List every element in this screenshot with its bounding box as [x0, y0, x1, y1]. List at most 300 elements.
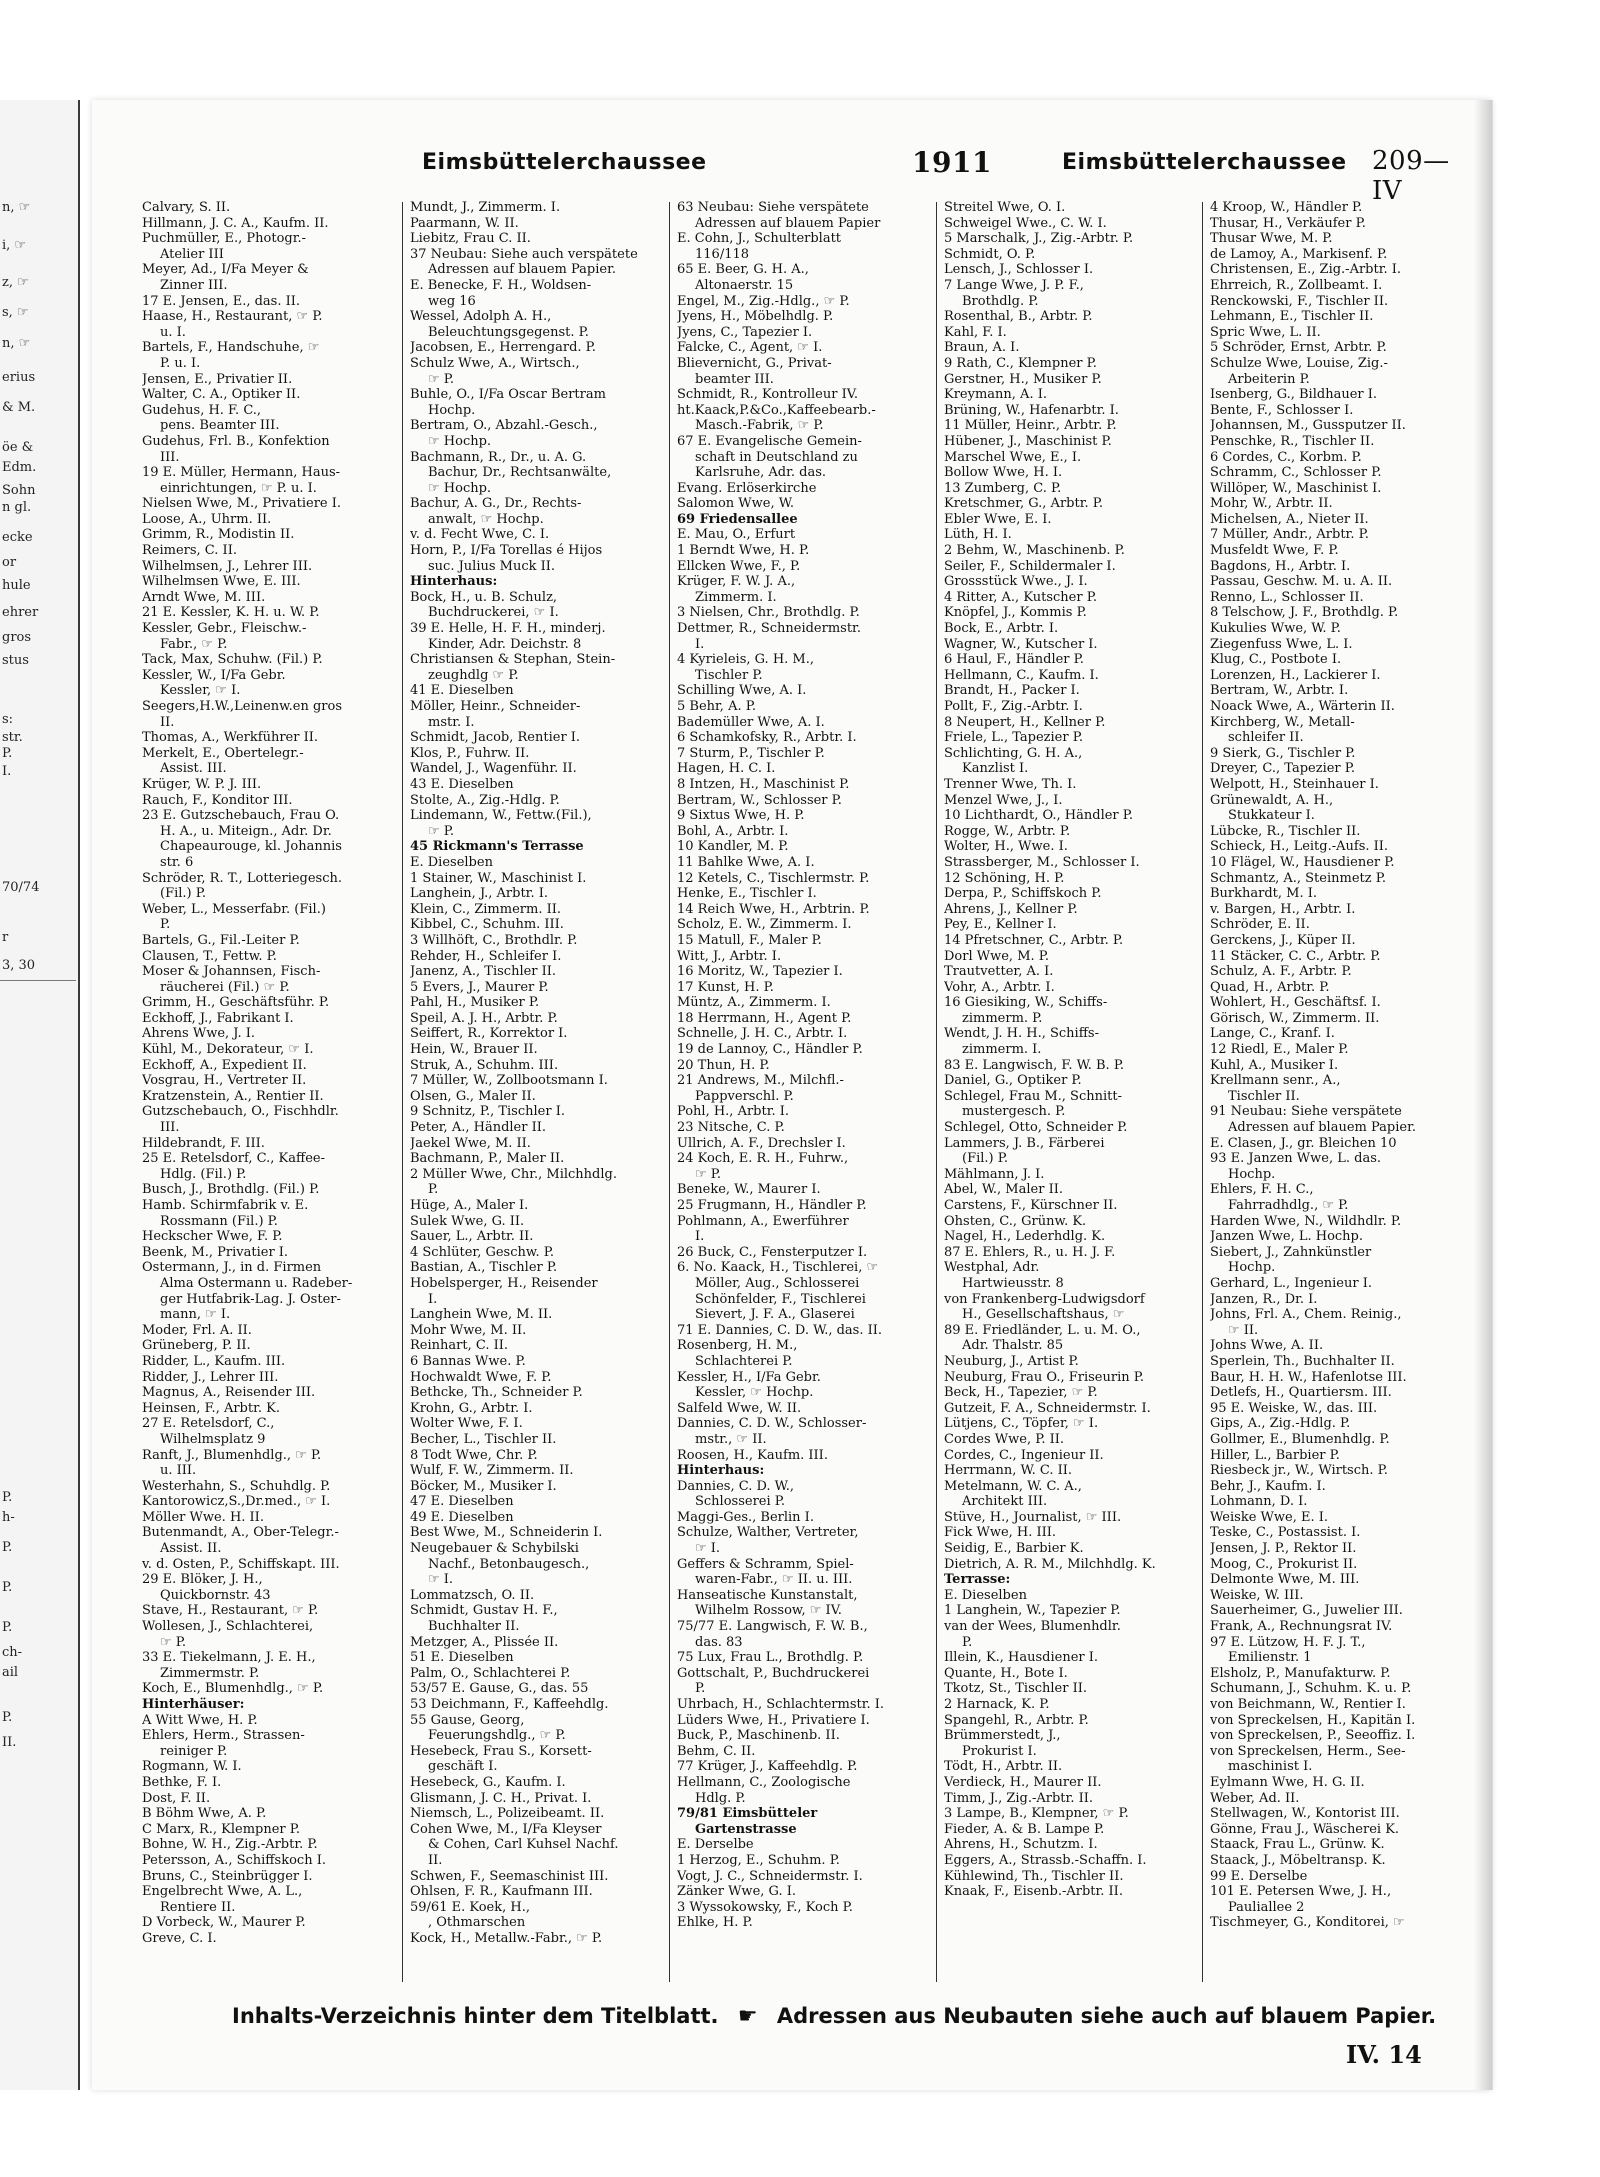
directory-entry: III.	[160, 449, 180, 465]
directory-entry: Hübener, J., Maschinist P.	[944, 433, 1112, 449]
directory-entry: Roosen, H., Kaufm. III.	[677, 1447, 828, 1463]
directory-entry: Seidig, E., Barbier K.	[944, 1541, 1084, 1557]
directory-entry: Eggers, A., Strassb.-Schaffn. I.	[944, 1852, 1147, 1868]
directory-entry: 63 Neubau: Siehe verspätete	[677, 200, 869, 215]
directory-entry: Willöper, W., Maschinist I.	[1210, 480, 1382, 496]
directory-entry: 18 Herrmann, H., Agent P.	[677, 1010, 852, 1026]
directory-entry: Niemsch, L., Polizeibeamt. II.	[410, 1806, 605, 1822]
directory-entry: geschäft I.	[428, 1759, 498, 1775]
directory-entry: 10 Flägel, W., Hausdiener P.	[1210, 854, 1395, 870]
directory-entry: Brandt, H., Packer I.	[944, 683, 1080, 699]
directory-entry: Strassberger, M., Schlosser I.	[944, 854, 1140, 870]
directory-entry: Schulze, Walther, Vertreter,	[677, 1525, 859, 1541]
directory-entry: Christensen, E., Zig.-Arbtr. I.	[1210, 262, 1402, 278]
prev-page-snippet: Sohn	[2, 483, 36, 498]
directory-entry: Walter, C. A., Optiker II.	[142, 387, 301, 403]
directory-entry: , Othmarschen	[428, 1915, 526, 1931]
directory-entry: Ebler Wwe, E. I.	[944, 511, 1052, 527]
directory-entry: Schlichting, G. H. A.,	[944, 745, 1083, 761]
directory-entry: Bachur, A. G., Dr., Rechts-	[410, 496, 582, 512]
directory-entry: Eckhoff, J., Fabrikant I.	[142, 1010, 294, 1026]
directory-entry: P. u. I.	[160, 355, 201, 371]
directory-entry: P.	[962, 1634, 973, 1650]
directory-entry: Frank, A., Rechnungsrat IV.	[1210, 1619, 1393, 1635]
directory-entry: 89 E. Friedländer, L. u. M. O.,	[944, 1322, 1141, 1338]
directory-entry: Staack, J., Möbeltransp. K.	[1210, 1852, 1386, 1868]
directory-entry: 11 Müller, Heinr., Arbtr. P.	[944, 418, 1117, 434]
directory-entry: Riesbeck jr., W., Wirtsch. P.	[1210, 1463, 1388, 1479]
directory-entry: Welpott, H., Steinhauer I.	[1210, 776, 1379, 792]
directory-entry: Nielsen Wwe, M., Privatiere I.	[142, 496, 342, 512]
directory-entry: Bartels, G., Fil.-Leiter P.	[142, 932, 300, 948]
directory-entry: Janzen Wwe, L. Hochp.	[1210, 1229, 1363, 1245]
directory-entry: Klos, P., Fuhrw. II.	[410, 745, 530, 761]
directory-page	[92, 100, 1492, 2090]
directory-entry: 13 Zumberg, C. P.	[944, 480, 1062, 496]
directory-entry: ☞ P.	[428, 371, 455, 387]
directory-entry: 67 E. Evangelische Gemein-	[677, 433, 862, 449]
directory-entry: Krüger, F. W. J. A.,	[677, 574, 796, 590]
directory-entry: Kessler, ☞ I.	[160, 683, 241, 699]
directory-entry: Bock, H., u. B. Schulz,	[410, 589, 558, 605]
directory-entry: Hochwaldt Wwe, F. P.	[410, 1369, 552, 1385]
directory-entry: räucherei (Fil.) ☞ P.	[160, 979, 290, 995]
directory-entry: 23 E. Gutzschebauch, Frau O.	[142, 808, 340, 824]
directory-entry: P.	[428, 1182, 439, 1198]
directory-entry: Lehmann, E., Tischler II.	[1210, 309, 1374, 325]
directory-entry: Wollesen, J., Schlachterei,	[142, 1619, 314, 1635]
directory-entry: Ahrens, H., Schutzm. I.	[944, 1837, 1098, 1853]
directory-entry: Braun, A. I.	[944, 340, 1020, 356]
directory-entry: Lohmann, D. I.	[1210, 1494, 1308, 1510]
directory-entry: 2 Harnack, K. P.	[944, 1697, 1050, 1712]
directory-entry: Trautvetter, A. I.	[944, 964, 1054, 980]
header-page-number: 209—IV	[1372, 146, 1450, 206]
directory-entry: Hellmann, C., Kaufm. I.	[944, 667, 1099, 683]
directory-entry: Wilhelmsen Wwe, E. III.	[142, 574, 301, 590]
header-street-left: Eimsbüttelerchaussee	[422, 150, 707, 175]
directory-entry: Wulf, F. W., Zimmerm. II.	[410, 1463, 574, 1479]
directory-entry: 2 Müller Wwe, Chr., Milchhdlg.	[410, 1166, 617, 1182]
prev-page-snippet: P.	[2, 746, 13, 761]
directory-entry: 8 Intzen, H., Maschinist P.	[677, 776, 850, 792]
page-header	[262, 146, 1462, 206]
directory-entry: Hein, W., Brauer II.	[410, 1042, 538, 1058]
directory-entry: 65 E. Beer, G. H. A.,	[677, 262, 809, 278]
directory-entry: Rentiere II.	[160, 1899, 236, 1915]
directory-entry: Seiffert, R., Korrektor I.	[410, 1026, 568, 1042]
directory-entry: Rosenberg, H. M.,	[677, 1338, 798, 1354]
directory-entry: anwalt, ☞ Hochp.	[428, 511, 544, 527]
directory-entry: 3 Lampe, B., Klempner, ☞ P.	[944, 1806, 1129, 1822]
prev-page-snippet: P.	[2, 1540, 13, 1555]
directory-entry: ☞ Hochp.	[428, 480, 492, 496]
directory-entry: 5 Marschalk, J., Zig.-Arbtr. P.	[944, 231, 1134, 247]
directory-entry: 5 Evers, J., Maurer P.	[410, 979, 549, 995]
directory-entry: Westphal, Adr.	[944, 1260, 1040, 1276]
directory-entry: 19 E. Müller, Hermann, Haus-	[142, 465, 341, 481]
directory-entry: von Beichmann, W., Rentier I.	[1210, 1697, 1406, 1712]
prev-page-snippet: r	[2, 930, 9, 945]
directory-entry: zimmerm. P.	[962, 1010, 1043, 1026]
prev-page-snippet: str.	[2, 730, 23, 745]
directory-entry: Assist. III.	[160, 761, 227, 777]
directory-entry: Sauerheimer, G., Juwelier III.	[1210, 1603, 1403, 1619]
directory-entry: 10 Kandler, M. P.	[677, 839, 789, 855]
directory-entry: Kock, H., Metallw.-Fabr., ☞ P.	[410, 1930, 603, 1946]
directory-entry: E. Cohn, J., Schulterblatt	[677, 231, 842, 247]
directory-entry: Ohsten, C., Grünw. K.	[944, 1213, 1087, 1229]
prev-page-snippet: P.	[2, 1710, 13, 1725]
directory-entry: pens. Beamter III.	[160, 418, 280, 434]
directory-entry: Johns, Frl. A., Chem. Reinig.,	[1210, 1307, 1402, 1323]
directory-entry: Fieder, A. & B. Lampe P.	[944, 1821, 1105, 1837]
directory-entry: Schulz, A. F., Arbtr. P.	[1210, 964, 1352, 980]
directory-entry: Pahl, H., Musiker P.	[410, 995, 540, 1011]
directory-entry: Kinder, Adr. Deichstr. 8	[428, 636, 582, 652]
column-divider	[669, 202, 670, 1982]
directory-entry: Quante, H., Bote I.	[944, 1665, 1068, 1681]
directory-entry: Prokurist I.	[962, 1743, 1037, 1759]
directory-entry: Weber, L., Messerfabr. (Fil.)	[142, 901, 326, 917]
directory-entry: Weiske Wwe, E. I.	[1210, 1509, 1328, 1525]
directory-entry: Rosenthal, B., Arbtr. P.	[944, 309, 1093, 325]
directory-entry: Schlosserei P.	[695, 1494, 786, 1510]
directory-entry: Hesebeck, G., Kaufm. I.	[410, 1774, 566, 1790]
directory-entry: Eylmann Wwe, H. G. II.	[1210, 1774, 1365, 1790]
directory-entry: 6 Bannas Wwe. P.	[410, 1353, 526, 1369]
previous-page-edge	[0, 100, 80, 2090]
directory-entry: u. I.	[160, 324, 186, 340]
directory-entry: Kessler, ☞ Hochp.	[695, 1385, 814, 1401]
directory-entry: Hamb. Schirmfabrik v. E.	[142, 1198, 309, 1213]
directory-entry: Hagen, H. C. I.	[677, 761, 776, 777]
directory-entry: Buck, P., Maschinenb. II.	[677, 1728, 840, 1744]
directory-entry: 53 Deichmann, F., Kaffeehdlg.	[410, 1697, 609, 1712]
directory-entry: Blievernicht, G., Privat-	[677, 355, 832, 371]
directory-entry: Glismann, J. C. H., Privat. I.	[410, 1790, 592, 1806]
directory-entry: Janzen, R., Dr. I.	[1210, 1291, 1318, 1307]
directory-entry: 1 Stainer, W., Maschinist I.	[410, 870, 587, 886]
directory-entry: Westerhahn, S., Schuhdlg. P.	[142, 1478, 331, 1494]
directory-entry: Kessler, W., I/Fa Gebr.	[142, 667, 286, 683]
directory-entry: Arbeiterin P.	[1228, 371, 1310, 387]
directory-entry: Vohr, A., Arbtr. I.	[944, 979, 1055, 995]
prev-page-snippet: gros	[2, 630, 32, 645]
directory-entry: Tkotz, St., Tischler II.	[944, 1681, 1087, 1697]
directory-entry: 5 Behr, A. P.	[677, 699, 756, 714]
directory-entry: Krüger, W. P. J. III.	[142, 776, 262, 792]
directory-entry: Tischler P.	[695, 667, 763, 683]
directory-entry: 75/77 E. Langwisch, F. W. B.,	[677, 1619, 868, 1635]
directory-entry: Hildebrandt, F. III.	[142, 1135, 265, 1151]
directory-entry: Bollow Wwe, H. I.	[944, 465, 1063, 481]
directory-entry: beamter III.	[695, 371, 774, 387]
prev-page-snippet: ecke	[2, 530, 33, 545]
directory-entry: 12 Schöning, H. P.	[944, 870, 1065, 886]
prev-page-snippet: s:	[2, 712, 14, 727]
directory-entry: Kukulies Wwe, W. P.	[1210, 621, 1341, 637]
directory-entry: Ostermann, J., in d. Firmen	[142, 1260, 322, 1276]
directory-entry: Carstens, F., Kürschner II.	[944, 1198, 1118, 1213]
directory-entry: 17 Kunst, H. P.	[677, 979, 774, 995]
directory-entry: Pappverschl. P.	[695, 1088, 794, 1104]
directory-entry: ☞ II.	[1228, 1322, 1259, 1338]
directory-entry: maschinist I.	[1228, 1759, 1313, 1775]
directory-entry: Jaekel Wwe, M. II.	[410, 1135, 531, 1151]
directory-entry: Vogt, J. C., Schneidermstr. I.	[677, 1868, 863, 1884]
directory-entry: Uhrbach, H., Schlachtermstr. I.	[677, 1697, 885, 1712]
directory-entry: Kessler, Gebr., Fleischw.-	[142, 621, 307, 637]
directory-entry: Kretschmer, G., Arbtr. P.	[944, 496, 1104, 512]
directory-entry: 6. No. Kaack, H., Tischlerei, ☞	[677, 1260, 879, 1276]
directory-entry: 6 Cordes, C., Korbm. P.	[1210, 449, 1362, 465]
directory-entry: Mundt, J., Zimmerm. I.	[410, 200, 561, 215]
directory-entry: Best Wwe, M., Schneiderin I.	[410, 1525, 603, 1541]
directory-entry: Feuerungshdlg., ☞ P.	[428, 1728, 566, 1744]
directory-entry: 39 E. Helle, H. F. H., minderj.	[410, 621, 606, 637]
directory-entry: Tödt, H., Arbtr. II.	[944, 1759, 1063, 1775]
directory-entry: 33 E. Tiekelmann, J. E. H.,	[142, 1650, 316, 1666]
directory-entry: 91 Neubau: Siehe verspätete	[1210, 1104, 1402, 1120]
directory-entry: mstr., ☞ II.	[695, 1431, 767, 1447]
pointing-hand-icon: ☛	[737, 2004, 758, 2029]
directory-entry: E. Mau, O., Erfurt	[677, 527, 796, 543]
directory-entry: Lübcke, R., Tischler II.	[1210, 823, 1361, 839]
directory-entry: Johns Wwe, A. II.	[1210, 1338, 1324, 1354]
directory-entry: Lüth, H. I.	[944, 527, 1012, 543]
directory-entry: 99 E. Derselbe	[1210, 1868, 1308, 1884]
directory-entry: Ahrens Wwe, J. I.	[142, 1026, 256, 1042]
directory-entry: 21 E. Kessler, K. H. u. W. P.	[142, 605, 320, 621]
directory-entry: Beck, H., Tapezier, ☞ P.	[944, 1385, 1098, 1401]
directory-entry: D Vorbeck, W., Maurer P.	[142, 1915, 306, 1931]
directory-entry: 19 de Lannoy, C., Händler P.	[677, 1042, 863, 1058]
directory-entry: Behr, J., Kaufm. I.	[1210, 1478, 1326, 1494]
directory-entry: Meyer, Ad., I/Fa Meyer &	[142, 262, 309, 278]
directory-entry: Thomas, A., Werkführer II.	[142, 730, 318, 746]
directory-entry: 24 Koch, E. R. H., Fuhrw.,	[677, 1151, 849, 1167]
directory-entry: 15 Matull, F., Maler P.	[677, 932, 822, 948]
directory-entry: 116/118	[695, 246, 750, 262]
directory-entry: 7 Müller, W., Zollbootsmann I.	[410, 1073, 608, 1089]
directory-entry: Altonaerstr. 15	[695, 277, 794, 293]
directory-entry: Schramm, C., Schlosser P.	[1210, 465, 1382, 481]
directory-entry: Stolte, A., Zig.-Hdlg. P.	[410, 792, 560, 808]
prev-page-snippet: n, ☞	[2, 336, 31, 351]
directory-entry: van der Wees, Blumenhdlr.	[944, 1619, 1121, 1635]
directory-entry: 1 Herzog, E., Schuhm. P.	[677, 1852, 840, 1868]
directory-entry: 93 E. Janzen Wwe, L. das.	[1210, 1151, 1382, 1167]
directory-entry: 1 Berndt Wwe, H. P.	[677, 543, 810, 559]
column-divider	[936, 202, 937, 1982]
directory-entry: E. Clasen, J., gr. Bleichen 10	[1210, 1135, 1397, 1151]
section-heading: Hinterhaus:	[410, 574, 498, 590]
directory-entry: zeughdlg ☞ P.	[428, 667, 519, 683]
section-heading: Hinterhäuser:	[142, 1697, 245, 1712]
prev-page-snippet: 3, 30	[2, 958, 36, 973]
directory-entry: Gönne, Frau J., Wäscherei K.	[1210, 1821, 1400, 1837]
directory-entry: Rogmann, W. I.	[142, 1759, 242, 1775]
directory-entry: Bartels, F., Handschuhe, ☞	[142, 340, 320, 356]
directory-entry: 20 Thun, H. P.	[677, 1057, 770, 1073]
directory-entry: Quickbornstr. 43	[160, 1587, 271, 1603]
directory-entry: mann, ☞ I.	[160, 1307, 231, 1323]
directory-entry: Neugebauer & Schybilski	[410, 1541, 579, 1557]
directory-entry: Paarmann, W. II.	[410, 215, 519, 231]
directory-entry: Kirchberg, W., Metall-	[1210, 714, 1355, 730]
directory-entry: Bertram, W., Schlosser P.	[677, 792, 842, 808]
directory-entry: Neuburg, Frau O., Friseurin P.	[944, 1369, 1144, 1385]
directory-entry: Klug, C., Postbote I.	[1210, 652, 1342, 668]
directory-entry: v. Bargen, H., Arbtr. I.	[1210, 901, 1356, 917]
directory-entry: Schweigel Wwe., C. W. I.	[944, 215, 1107, 231]
directory-entry: Fabr., ☞ P.	[160, 636, 228, 652]
directory-entry: 8 Todt Wwe, Chr. P.	[410, 1447, 538, 1463]
directory-entry: Horn, P., I/Fa Torellas é Hijos	[410, 543, 603, 559]
directory-entry: Ullrich, A. F., Drechsler I.	[677, 1135, 846, 1151]
directory-entry: Adr. Thalstr. 85	[962, 1338, 1064, 1354]
directory-entry: Schönfelder, F., Tischlerei	[695, 1291, 866, 1307]
directory-entry: 43 E. Dieselben	[410, 776, 514, 792]
directory-entry: Olsen, G., Maler II.	[410, 1088, 536, 1104]
directory-entry: Beenk, M., Privatier I.	[142, 1244, 289, 1260]
directory-entry: Bethke, F. I.	[142, 1774, 222, 1790]
directory-entry: Magnus, A., Reisender III.	[142, 1385, 316, 1401]
directory-entry: Kahl, F. I.	[944, 324, 1007, 340]
directory-entry: Verdieck, H., Maurer II.	[944, 1774, 1102, 1790]
directory-entry: Bachmann, P., Maler II.	[410, 1151, 565, 1167]
directory-entry: Busch, J., Brothdlg. (Fil.) P.	[142, 1182, 320, 1198]
directory-entry: Architekt III.	[962, 1494, 1048, 1510]
directory-entry: Tischler II.	[1228, 1088, 1300, 1104]
directory-entry: Bademüller Wwe, A. I.	[677, 714, 825, 730]
directory-entry: Lensch, J., Schlosser I.	[944, 262, 1094, 278]
directory-entry: Stave, H., Restaurant, ☞ P.	[142, 1603, 319, 1619]
directory-entry: Grimm, H., Geschäftsführ. P.	[142, 995, 330, 1011]
directory-entry: v. d. Osten, P., Schiffskapt. III.	[142, 1556, 340, 1572]
directory-entry: 4 Ritter, A., Kutscher P.	[944, 589, 1097, 605]
directory-entry: Kuhl, A., Musiker I.	[1210, 1057, 1339, 1073]
directory-entry: Ehlke, H. P.	[677, 1915, 753, 1931]
directory-entry: Quad, H., Arbtr. P.	[1210, 979, 1330, 995]
directory-entry: (Fil.) P.	[962, 1151, 1008, 1167]
directory-entry: 59/61 E. Koek, H.,	[410, 1899, 530, 1915]
directory-entry: Jyens, C., Tapezier I.	[677, 324, 813, 340]
directory-entry: von Spreckelsen, H., Kapitän I.	[1210, 1712, 1416, 1728]
directory-column-3	[677, 200, 931, 1990]
directory-column-1	[142, 200, 396, 1990]
directory-entry: Illein, K., Hausdiener I.	[944, 1650, 1099, 1666]
directory-entry: 83 E. Langwisch, F. W. B. P.	[944, 1057, 1125, 1073]
prev-page-snippet: erius	[2, 370, 36, 385]
directory-entry: 95 E. Weiske, W., das. III.	[1210, 1400, 1378, 1416]
directory-entry: Baur, H. H. W., Hafenlotse III.	[1210, 1369, 1407, 1385]
directory-entry: Brümmerstedt, J.,	[944, 1728, 1061, 1744]
directory-entry: Lorenzen, H., Lackierer I.	[1210, 667, 1381, 683]
directory-entry: ☞ Hochp.	[428, 433, 492, 449]
prev-page-snippet: stus	[2, 653, 29, 668]
header-year: 1911	[912, 146, 992, 179]
directory-entry: Hanseatische Kunstanstalt,	[677, 1587, 858, 1603]
directory-entry: Müntz, A., Zimmerm. I.	[677, 995, 831, 1011]
directory-entry: Schmidt, R., Kontrolleur IV.	[677, 387, 858, 403]
directory-column-4	[944, 200, 1198, 1990]
directory-entry: Schmidt, Jacob, Rentier I.	[410, 730, 581, 746]
section-heading: 79/81 Eimsbütteler	[677, 1806, 818, 1822]
prev-page-snippet: P.	[2, 1620, 13, 1635]
directory-entry: Wilhelm Rossow, ☞ IV.	[695, 1603, 842, 1619]
directory-entry: 12 Ketels, C., Tischlermstr. P.	[677, 870, 870, 886]
directory-entry: Cordes, C., Ingenieur II.	[944, 1447, 1104, 1463]
directory-entry: Schröder, R. T., Lotteriegesch.	[142, 870, 343, 886]
directory-entry: Adressen auf blauem Papier.	[428, 262, 616, 278]
directory-entry: Schumann, J., Schuhm. K. u. P.	[1210, 1681, 1412, 1697]
directory-entry: Dannies, C. D. W., Schlosser-	[677, 1416, 867, 1432]
directory-entry: Eckhoff, A., Expedient II.	[142, 1057, 307, 1073]
directory-entry: Bente, F., Schlosser I.	[1210, 402, 1354, 418]
directory-entry: Lüders Wwe, H., Privatiere I.	[677, 1712, 870, 1728]
directory-entry: Brüning, W., Hafenarbtr. I.	[944, 402, 1119, 418]
directory-entry: Bachmann, R., Dr., u. A. G.	[410, 449, 587, 465]
directory-entry: Schulz Wwe, A., Wirtsch.,	[410, 355, 580, 371]
directory-entry: Lammers, J. B., Färberei	[944, 1135, 1105, 1151]
directory-entry: Dreyer, C., Tapezier P.	[1210, 761, 1356, 777]
directory-entry: Ridder, J., Lehrer III.	[142, 1369, 279, 1385]
directory-entry: Chapeaurouge, kl. Johannis	[160, 839, 342, 855]
directory-entry: Zinner III.	[160, 277, 228, 293]
prev-page-snippet: h-	[2, 1510, 15, 1525]
directory-entry: Ehlers, F. H. C.,	[1210, 1182, 1314, 1198]
directory-entry: Tischmeyer, G., Konditorei, ☞	[1210, 1915, 1405, 1931]
page-mark: IV. 14	[1346, 2040, 1422, 2069]
directory-entry: E. Dieselben	[944, 1587, 1027, 1603]
directory-entry: Abel, W., Maler II.	[944, 1182, 1063, 1198]
section-heading: Gartenstrasse	[695, 1821, 797, 1837]
directory-entry: 97 E. Lützow, H. F. J. T.,	[1210, 1634, 1366, 1650]
directory-entry: Knaak, F., Eisenb.-Arbtr. II.	[944, 1884, 1123, 1900]
directory-entry: Emilienstr. 1	[1228, 1650, 1312, 1666]
directory-entry: 4 Kyrieleis, G. H. M.,	[677, 652, 815, 668]
section-heading: Terrasse:	[944, 1572, 1011, 1588]
directory-entry: H., Gesellschaftshaus, ☞	[962, 1307, 1125, 1323]
directory-entry: Spric Wwe, L. II.	[1210, 324, 1321, 340]
directory-entry: Hochp.	[428, 402, 476, 418]
directory-entry: Grünewaldt, A. H.,	[1210, 792, 1334, 808]
directory-entry: Behm, C. II.	[677, 1743, 756, 1759]
directory-entry: von Spreckelsen, P., Seeoffiz. I.	[1210, 1728, 1416, 1744]
section-heading: 45 Rickmann's Terrasse	[410, 839, 584, 855]
directory-entry: Kratzenstein, A., Rentier II.	[142, 1088, 324, 1104]
directory-entry: 16 Giesiking, W., Schiffs-	[944, 995, 1108, 1011]
directory-entry: Nachf., Betonbaugesch.,	[428, 1556, 590, 1572]
directory-entry: 9 Sixtus Wwe, H. P.	[677, 808, 805, 824]
directory-entry: 4 Kroop, W., Händler P.	[1210, 200, 1363, 215]
directory-entry: weg 16	[428, 293, 476, 309]
prev-page-rule	[0, 980, 76, 981]
directory-entry: Butenmandt, A., Ober-Telegr.-	[142, 1525, 339, 1541]
directory-columns	[142, 200, 1472, 2000]
directory-entry: (Fil.) P.	[160, 886, 206, 902]
directory-entry: Evang. Erlöserkirche	[677, 480, 817, 496]
directory-entry: ☞ I.	[695, 1541, 721, 1557]
directory-entry: Rogge, W., Arbtr. P.	[944, 823, 1071, 839]
directory-entry: Teske, C., Postassist. I.	[1210, 1525, 1361, 1541]
directory-entry: Stellwagen, W., Kontorist III.	[1210, 1806, 1400, 1822]
directory-entry: Gerckens, J., Küper II.	[1210, 932, 1356, 948]
directory-entry: ☞ I.	[428, 1572, 454, 1588]
directory-entry: Petersson, A., Schiffskoch I.	[142, 1852, 326, 1868]
